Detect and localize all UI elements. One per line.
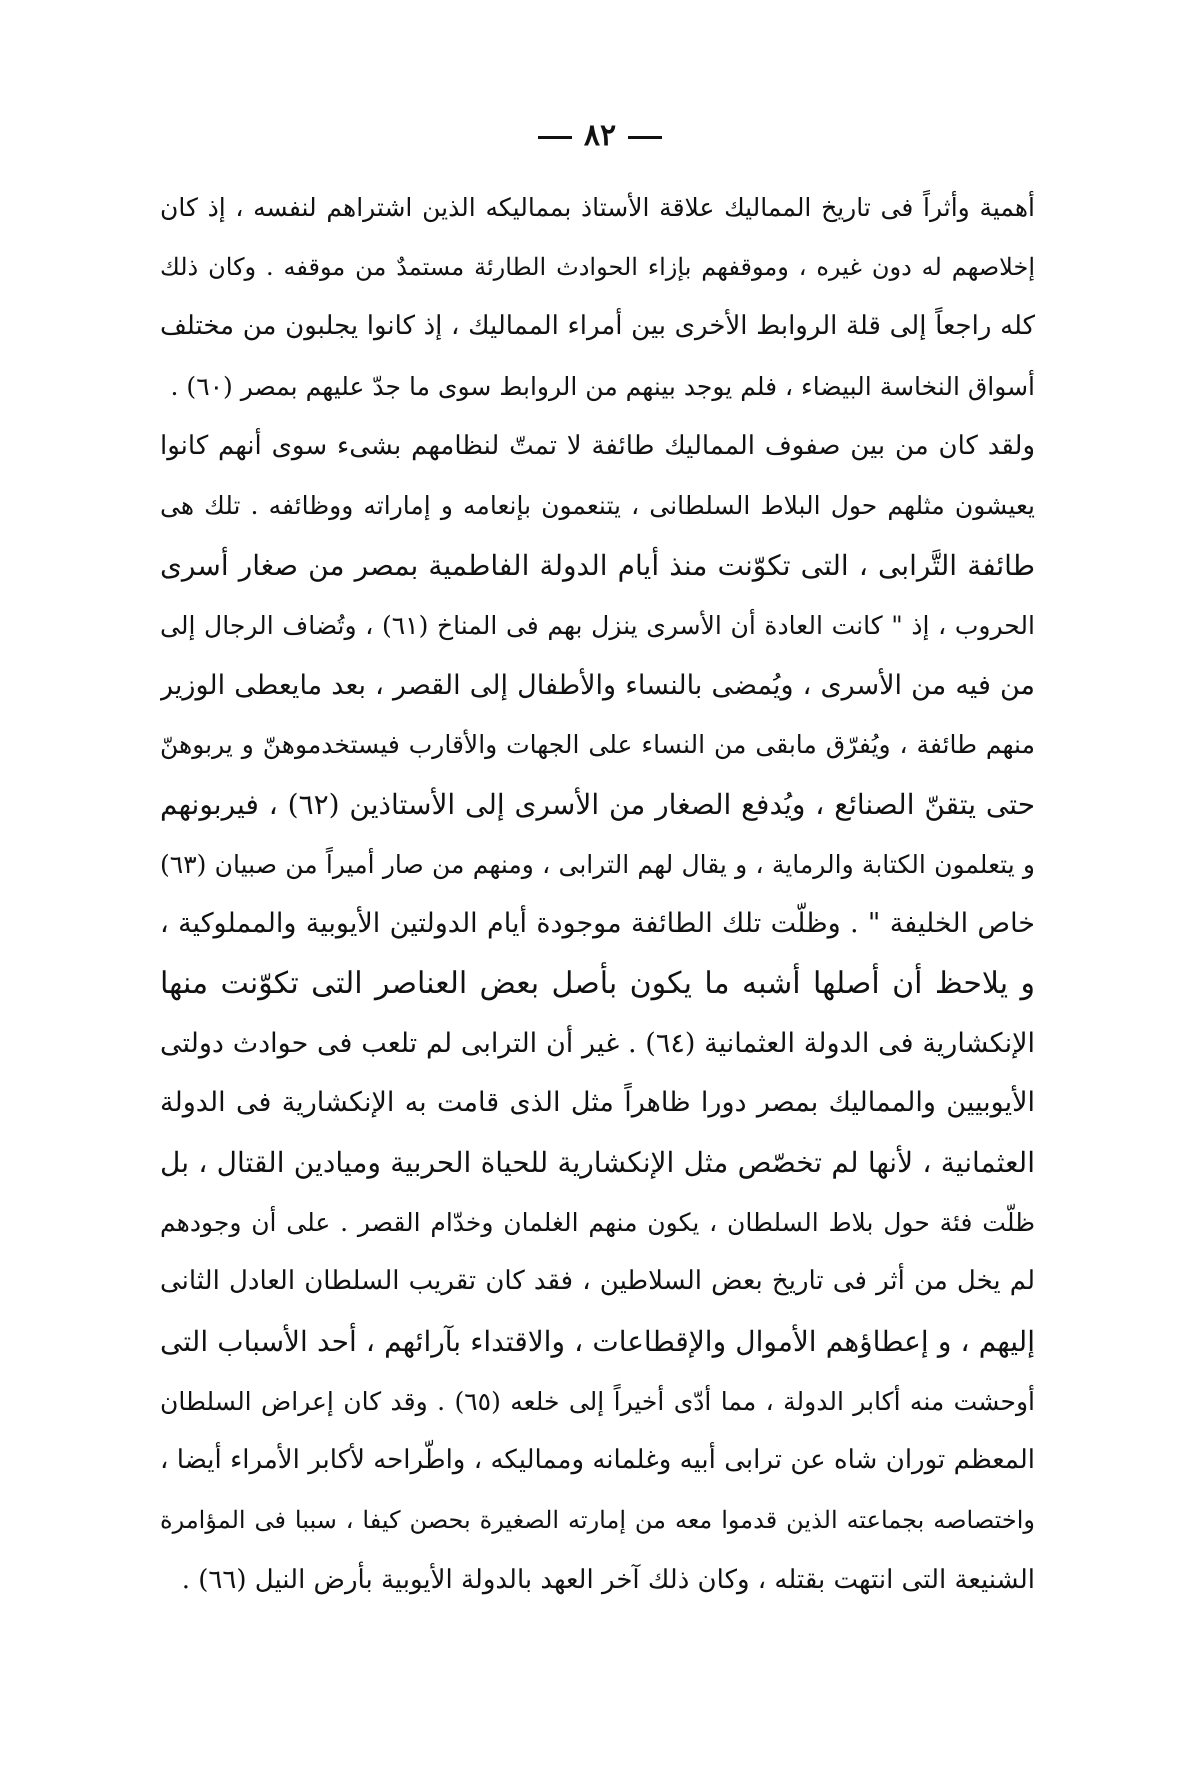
page-number-dash-right xyxy=(538,136,572,139)
text-line: ولقد كان من بين صفوف المماليك طائفة لا تمتّ لنظامهم بشىء سوى أنهم كانوا xyxy=(160,430,1035,461)
text-line: يعيشون مثلهم حول البلاط السلطانى ، يتنعمون بإنعامه و إماراته ووظائفه . تلك هى xyxy=(160,491,1035,521)
page-number-value: ٨٢ xyxy=(583,118,617,153)
text-line: واختصاصه بجماعته الذين قدموا معه من إمارته الصغيرة بحصن كيفا ، سببا فى المؤامرة xyxy=(160,1506,1035,1535)
text-line: و يتعلمون الكتابة والرماية ، و يقال لهم الترابى ، ومنهم من صار أميراً من صبيان (٦٣) xyxy=(160,849,1035,879)
text-line: كله راجعاً إلى قلة الروابط الأخرى بين أمراء المماليك ، إذ كانوا يجلبون من مختلف xyxy=(160,311,1035,342)
page-number xyxy=(0,118,1200,153)
text-line: ظلّت فئة حول بلاط السلطان ، يكون منهم الغلمان وخدّام القصر . على أن وجودهم xyxy=(160,1207,1035,1237)
text-line: لم يخل من أثر فى تاريخ بعض السلاطين ، فقد كان تقريب السلطان العادل الثانى xyxy=(160,1266,1035,1297)
text-line: الحروب ، إذ " كانت العادة أن الأسرى ينزل بهم فى المناخ (٦١) ، وتُضاف الرجال إلى xyxy=(160,610,1035,640)
text-line: الشنيعة التى انتهت بقتله ، وكان ذلك آخر العهد بالدولة الأيوبية بأرض النيل (٦٦) . xyxy=(181,1564,1035,1595)
text-line: منهم طائفة ، ويُفرّق مابقى من النساء على الجهات والأقارب فيستخدموهنّ و يربوهنّ xyxy=(160,730,1035,760)
text-line: حتى يتقنّ الصنائع ، ويُدفع الصغار من الأسرى إلى الأستاذين (٦٢) ، فيربونهم xyxy=(160,787,1035,821)
text-line: العثمانية ، لأنها لم تخصّص مثل الإنكشارية للحياة الحربية وميادين القتال ، بل xyxy=(160,1146,1035,1179)
text-line: الأيوبيين والمماليك بمصر دورا ظاهراً مثل الذى قامت به الإنكشارية فى الدولة xyxy=(160,1087,1035,1119)
text-line: و يلاحظ أن أصلها أشبه ما يكون بأصل بعض العناصر التى تكوّنت منها xyxy=(160,965,1035,1001)
text-line: خاص الخليفة " . وظلّت تلك الطائفة موجودة أيام الدولتين الأيوبية والمملوكية ، xyxy=(160,908,1035,940)
text-line: إخلاصهم له دون غيره ، وموقفهم بإزاء الحوادث الطارئة مستمدٌ من موقفه . وكان ذلك xyxy=(160,252,1035,281)
text-line: المعظم توران شاه عن ترابى أبيه وغلمانه ومماليكه ، واطّراحه لأكابر الأمراء أيضا ، xyxy=(160,1445,1035,1476)
page-number-dash-left xyxy=(628,136,662,139)
text-line: طائفة التَّرابى ، التى تكوّنت منذ أيام الدولة الفاطمية بمصر من صغار أسرى xyxy=(160,549,1035,583)
text-line: من فيه من الأسرى ، ويُمضى بالنساء والأطفال إلى القصر ، بعد مايعطى الوزير xyxy=(160,669,1035,701)
text-line: إليهم ، و إعطاؤهم الأموال والإقطاعات ، والاقتداء بآرائهم ، أحد الأسباب التى xyxy=(160,1325,1035,1359)
body-text xyxy=(160,178,1035,1611)
text-line: أهمية وأثراً فى تاريخ المماليك علاقة الأستاذ بمماليكه الذين اشتراهم لنفسه ، إذ كان xyxy=(160,193,1035,222)
text-line: الإنكشارية فى الدولة العثمانية (٦٤) . غير أن الترابى لم تلعب فى حوادث دولتى xyxy=(160,1027,1035,1059)
text-line: أسواق النخاسة البيضاء ، فلم يوجد بينهم من الروابط سوى ما جدّ عليهم بمصر (٦٠) . xyxy=(170,372,1035,402)
text-line: أوحشت منه أكابر الدولة ، مما أدّى أخيراً إلى خلعه (٦٥) . وقد كان إعراض السلطان xyxy=(160,1386,1035,1416)
